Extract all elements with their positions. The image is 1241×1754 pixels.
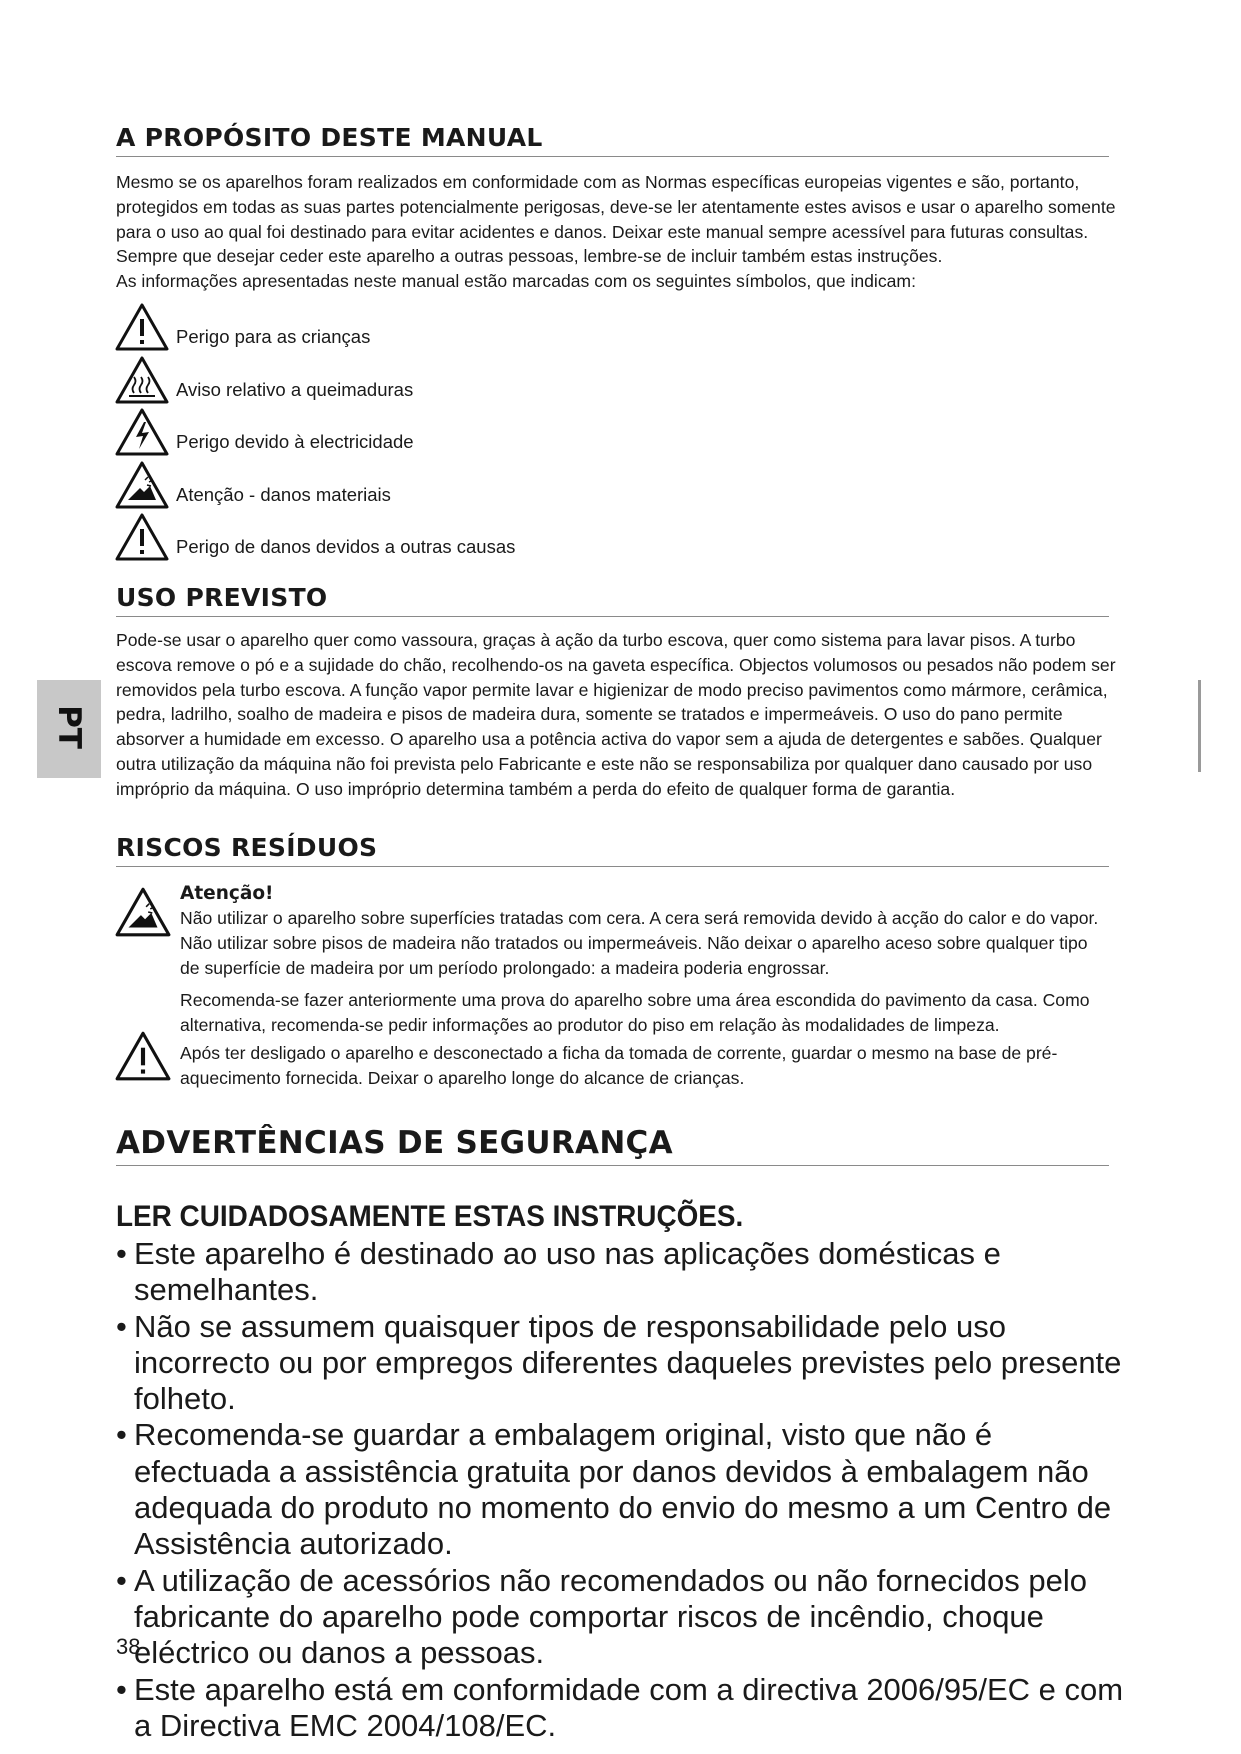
symbol-label: Aviso relativo a queimaduras <box>176 378 414 400</box>
symbol-item-material <box>114 460 714 513</box>
symbol-item-child <box>114 302 714 355</box>
read-instructions-heading: LER CUIDADOSAMENTE ESTAS INSTRUÇÕES. <box>116 1200 744 1233</box>
about-intro-paragraph: Mesmo se os aparelhos foram realizados em conformidade com as Normas específicas europeias vigentes e são, portanto, protegidos em todas as suas partes potencialmente perigosas, deve-se ler atentamente estes avisos e usar o aparelho somente para o uso ao qual foi destinado para evitar acidentes e danos. Deixar este manual sempre acessível para futuras consultas. Sempre que desejar ceder este aparelho a outras pessoas, lembre-se de incluir também estas instruções. <box>116 172 1116 267</box>
electric-danger-icon <box>114 407 170 457</box>
language-tab <box>37 680 101 778</box>
warning-text-storage: Após ter desligado o aparelho e desconectado a ficha da tomada de corrente, guardar o mesmo na base de pré-aquecimento fornecida. Deixar o aparelho longe do alcance de crianças. <box>180 1043 1058 1088</box>
general-danger-icon <box>114 1030 172 1082</box>
attention-label: Atenção! <box>180 883 274 904</box>
residual-risks-heading: RISCOS RESÍDUOS <box>116 833 1109 867</box>
warning-text-wax: Não utilizar o aparelho sobre superfícies tratadas com cera. A cera será removida devido à acção do calor e do vapor. Não utilizar sobre pisos de madeira não tratados ou impermeáveis. Não deixar o aparelho aceso sobre qualquer tipo de superfície de madeira por um período prolongado: a madeira poderia engrossar. <box>180 908 1099 978</box>
general-danger-icon <box>114 512 170 562</box>
page-number: 38 <box>116 1634 141 1659</box>
material-damage-icon <box>114 460 170 510</box>
safety-bullet-list <box>116 1236 1136 1744</box>
language-code: PT <box>51 705 87 749</box>
symbol-label: Perigo de danos devidos a outras causas <box>176 536 516 557</box>
child-danger-icon <box>114 302 170 352</box>
list-item: • A utilização de acessórios não recomendados ou não fornecidos pelo fabricante do aparelho pode comportar riscos de incêndio, choque eléctrico ou danos a pessoas. <box>116 1563 1136 1672</box>
symbols-intro-text: As informações apresentadas neste manual estão marcadas com os seguintes símbolos, que indicam: <box>116 271 916 291</box>
symbol-item-burn <box>114 355 714 408</box>
list-item: • Este aparelho é destinado ao uso nas aplicações domésticas e semelhantes. <box>116 1236 1136 1309</box>
symbol-label: Perigo para as crianças <box>176 326 371 347</box>
intended-use-paragraph: Pode-se usar o aparelho quer como vassoura, graças à ação da turbo escova, quer como sistema para lavar pisos. A turbo escova remove o pó e a sujidade do chão, recolhendo-os na gaveta específica. Objectos volumosos ou pesados não podem ser removidos pela turbo escova. A função vapor permite lavar e higienizar de modo preciso pavimentos como mármore, cerâmica, pedra, ladrilho, soalho de madeira e pisos de madeira dura, somente se tratados e impermeáveis. O uso do pano permite absorver a humidade em excesso. O aparelho usa a potência activa do vapor sem a ajuda de detergentes e sabões. Qualquer outra utilização da máquina não foi prevista pelo Fabricante e este não se responsabiliza por qualquer dano causado por uso impróprio da máquina. O uso impróprio determina também a perda do efeito de qualquer forma de garantia. <box>116 630 1116 799</box>
material-damage-icon <box>114 886 172 938</box>
symbol-item-electric <box>114 407 714 460</box>
symbol-legend <box>114 302 714 565</box>
burn-warning-icon <box>114 355 170 405</box>
list-item: • Recomenda-se guardar a embalagem original, visto que não é efectuada a assistência gratuita por danos devidos à embalagem não adequada do produto no momento do envio do mesmo a um Centro de Assistência autorizado. <box>116 1417 1136 1562</box>
list-item: • Este aparelho está em conformidade com a directiva 2006/95/EC e com a Directiva EMC 2004/108/EC. <box>116 1672 1136 1745</box>
about-manual-heading: A PROPÓSITO DESTE MANUAL <box>116 123 1109 157</box>
page-edge-mark <box>1198 680 1201 772</box>
warning-text-test: Recomenda-se fazer anteriormente uma prova do aparelho sobre uma área escondida do pavimento da casa. Como alternativa, recomenda-se pedir informações ao produtor do piso em relação às modalidades de limpeza. <box>180 990 1090 1035</box>
safety-heading: ADVERTÊNCIAS DE SEGURANÇA <box>116 1124 1109 1166</box>
intended-use-heading: USO PREVISTO <box>116 583 1109 617</box>
symbol-label: Atenção - danos materiais <box>176 483 391 505</box>
symbol-item-general <box>114 512 714 565</box>
residual-warning-wax <box>180 882 1110 980</box>
symbol-label: Perigo devido à electricidade <box>176 431 414 452</box>
list-item: • Não se assumem quaisquer tipos de responsabilidade pelo uso incorrecto ou por empregos diferentes daqueles previstes pelo presente folheto. <box>116 1309 1136 1418</box>
